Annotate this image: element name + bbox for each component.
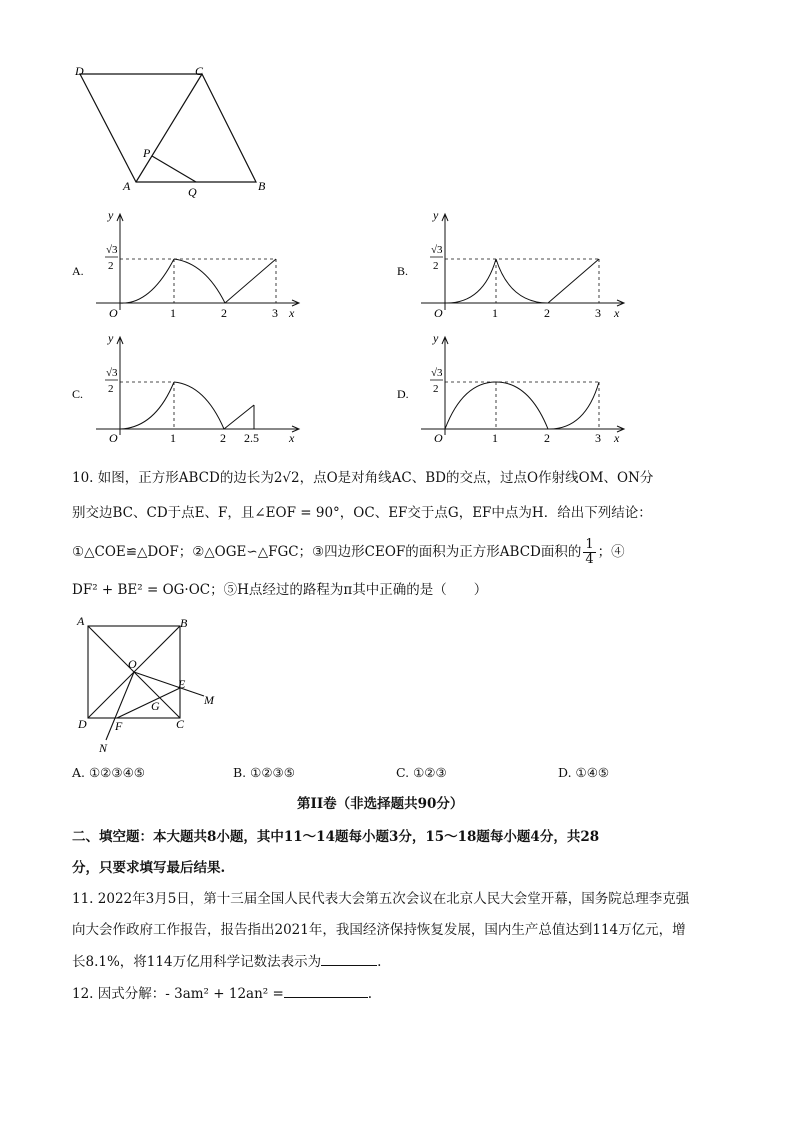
- graph-option-b: [395, 205, 645, 325]
- rhombus-svg: [70, 62, 280, 202]
- fraction-one-quarter: [583, 538, 595, 567]
- option-letter: B.: [397, 264, 409, 278]
- x-tick-3: 3: [272, 306, 278, 320]
- y-value-den: 2: [433, 260, 439, 272]
- label-d: D: [75, 64, 84, 78]
- q10-option-b[interactable]: B. ①②③⑤: [233, 765, 295, 780]
- q11-answer-blank[interactable]: [321, 953, 377, 966]
- label-b: B: [180, 616, 188, 630]
- label-e: E: [178, 677, 186, 691]
- graph-option-a: [70, 205, 320, 325]
- label-a: A: [77, 614, 85, 628]
- part2-heading-line-2: 分，只要求填写最后结果.: [72, 860, 226, 876]
- label-p: P: [143, 146, 151, 160]
- segment-pq: [152, 156, 196, 182]
- label-a: A: [123, 179, 131, 193]
- x-tick-3: 2.5: [244, 431, 259, 445]
- x-tick-1: 1: [492, 431, 498, 445]
- graph-option-c: [70, 330, 320, 450]
- q11-line-3-text: 长8.1%，将114万亿用科学记数法表示为: [72, 954, 322, 970]
- label-n: N: [99, 741, 108, 755]
- q12-end: .: [367, 986, 373, 1002]
- x-tick-1: 1: [170, 306, 176, 320]
- label-f: F: [115, 719, 123, 733]
- y-axis-label: y: [108, 208, 114, 222]
- q11-line-2: 向大会作政府工作报告，报告指出2021年，我国经济保持恢复发展，国内生产总值达到114万亿元，增: [72, 922, 686, 938]
- x-tick-1: 1: [170, 431, 176, 445]
- graph-c-svg: [70, 330, 320, 450]
- x-axis-label: x: [614, 431, 620, 445]
- y-value-num: √3: [106, 367, 118, 379]
- fraction-numerator: 1: [585, 536, 594, 552]
- option-letter: D.: [397, 387, 409, 401]
- x-tick-2: 2: [221, 306, 227, 320]
- origin-label: O: [434, 306, 443, 320]
- y-value-den: 2: [108, 383, 114, 395]
- label-c: C: [195, 64, 204, 78]
- part2-heading-line-1: 二、填空题：本大题共8小题，其中11～14题每小题3分，15～18题每小题4分，共28: [72, 829, 600, 845]
- y-value-num: √3: [106, 244, 118, 256]
- option-letter: C.: [72, 387, 84, 401]
- x-tick-2: 2: [544, 431, 550, 445]
- label-c: C: [176, 717, 185, 731]
- y-value-den: 2: [433, 383, 439, 395]
- x-axis-label: x: [614, 306, 620, 320]
- y-axis-label: y: [433, 208, 439, 222]
- y-value-den: 2: [108, 260, 114, 272]
- square-svg: [70, 612, 230, 757]
- origin-label: O: [434, 431, 443, 445]
- q11-line-3-end: .: [377, 954, 382, 970]
- y-value-num: √3: [431, 244, 443, 256]
- label-q: Q: [188, 185, 197, 199]
- label-m: M: [204, 693, 214, 707]
- q10-line-1: 10. 如图，正方形ABCD的边长为2√2，点O是对角线AC、BD的交点，过点O作射线OM、ON分: [72, 470, 654, 486]
- q10-option-c[interactable]: C. ①②③: [396, 765, 447, 780]
- ray-om: [134, 672, 204, 696]
- rhombus-figure: [70, 62, 280, 202]
- q10-line-2: 别交边BC、CD于点E、F，且∠EOF = 90°，OC、EF交于点G，EF中点为H．给出下列结论：: [72, 505, 652, 521]
- y-axis-label: y: [433, 331, 439, 345]
- option-letter: A.: [72, 264, 84, 278]
- square-figure: [70, 612, 230, 757]
- x-tick-3: 3: [595, 431, 601, 445]
- segment-ef: [117, 688, 180, 718]
- q12-line: [72, 985, 372, 1002]
- x-tick-1: 1: [492, 306, 498, 320]
- q10-line-3-text: ①△COE≌△DOF；②△OGE∽△FGC；③四边形CEOF的面积为正方形ABCD面积的: [72, 544, 582, 560]
- graph-a-svg: [70, 205, 320, 325]
- x-axis-label: x: [289, 431, 295, 445]
- q10-line-4: DF² + BE² = OG·OC；⑤H点经过的路程为π其中正确的是（ ）: [72, 582, 488, 598]
- x-axis-label: x: [289, 306, 295, 320]
- x-tick-2: 2: [220, 431, 226, 445]
- y-axis-label: y: [108, 331, 114, 345]
- fraction-denominator: 4: [585, 551, 594, 567]
- label-g: G: [151, 699, 160, 713]
- y-value-num: √3: [431, 367, 443, 379]
- origin-label: O: [109, 431, 118, 445]
- origin-label: O: [109, 306, 118, 320]
- q12-text: 12. 因式分解：- 3am² + 12an² =: [72, 986, 284, 1002]
- q10-line-3-end: ；④: [597, 544, 625, 560]
- q11-line-3: [72, 953, 381, 970]
- q10-option-a[interactable]: A. ①②③④⑤: [72, 765, 146, 780]
- section-title: 第II卷（非选择题共90分）: [297, 796, 464, 812]
- x-tick-3: 3: [595, 306, 601, 320]
- q11-line-1: 11. 2022年3月5日，第十三届全国人民代表大会第五次会议在北京人民大会堂开幕，国务院总理李克强: [72, 891, 690, 907]
- graph-option-d: [395, 330, 645, 450]
- graph-b-svg: [395, 205, 645, 325]
- q10-option-d[interactable]: D. ①④⑤: [558, 765, 610, 780]
- graph-d-svg: [395, 330, 645, 450]
- label-d: D: [78, 717, 87, 731]
- q12-answer-blank[interactable]: [284, 985, 368, 998]
- x-tick-2: 2: [544, 306, 550, 320]
- q10-line-3: [72, 535, 625, 569]
- label-b: B: [258, 179, 266, 193]
- label-o: O: [128, 657, 137, 671]
